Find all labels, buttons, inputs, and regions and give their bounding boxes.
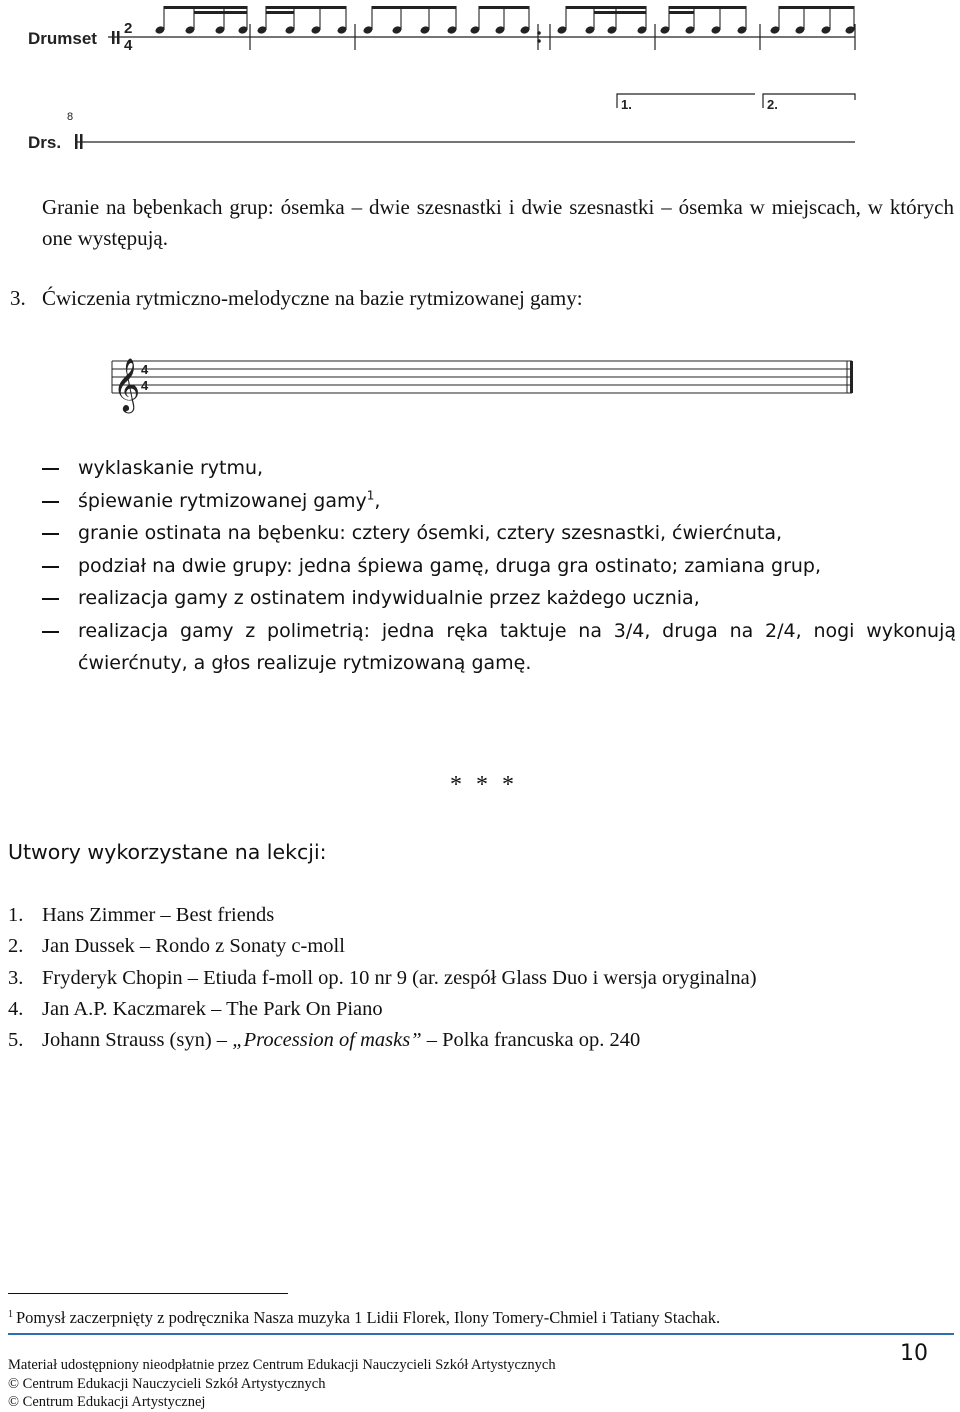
- footer-line: © Centrum Edukacji Artystycznej: [8, 1394, 206, 1410]
- scale-time-top: 4: [141, 362, 149, 377]
- footer-line: Materiał udostępniony nieodpłatnie przez Centrum Edukacji Nauczycieli Szkół Artystycznych: [8, 1357, 556, 1373]
- page-number: 10: [900, 1341, 928, 1366]
- drumset-time-bottom: 4: [124, 37, 133, 54]
- scale-time-bottom: 4: [141, 378, 149, 393]
- drumset-notes: [155, 6, 856, 50]
- dash-bullet: [42, 566, 59, 568]
- separator-stars: * * *: [450, 772, 518, 798]
- works-list: [8, 900, 757, 1056]
- list-item: 1. Hans Zimmer – Best friends: [8, 904, 275, 926]
- beam: [266, 11, 294, 14]
- beam: [164, 6, 247, 9]
- footnote-ref: 1: [366, 488, 375, 503]
- beam: [669, 11, 694, 14]
- list-item: realizacja gamy z polimetrią: jedna ręka taktuje na 3/4, druga na 2/4, nogi wykonują ćwierćnuty, a głos realizuje rytmizowaną gamę.: [42, 615, 956, 680]
- scale-staff: [0, 338, 960, 414]
- drs-label: Drs.: [28, 133, 62, 152]
- section-number: 3.: [10, 286, 26, 310]
- drumset-staff: [0, 0, 960, 62]
- footer-rule: [8, 1333, 954, 1335]
- footer-line: © Centrum Edukacji Nauczycieli Szkół Artystycznych: [8, 1375, 326, 1392]
- beam: [479, 6, 529, 9]
- drs-volta-second: 2.: [767, 97, 778, 112]
- footnote: $^1$ Pomysł zaczerpnięty z podręcznika Nasza muzyka 1 Lidii Florek, Ilony Tomery-Chmiel i Tatiany Stachak.: [8, 1308, 721, 1327]
- beam: [266, 6, 346, 9]
- list-item: podział na dwie grupy: jedna śpiewa gamę, druga gra ostinato; zamiana grup,: [42, 550, 956, 583]
- dash-bullet: [42, 631, 59, 633]
- section-title: Ćwiczenia rytmiczno-melodyczne na bazie rytmizowanej gamy:: [42, 286, 583, 310]
- list-item: 2. Jan Dussek – Rondo z Sonaty c-moll: [8, 935, 345, 958]
- footnote-divider: [8, 1293, 288, 1294]
- footer: [8, 1356, 556, 1412]
- section-heading: [10, 286, 583, 311]
- works-heading: Utwory wykorzystane na lekcji:: [8, 840, 327, 864]
- beam: [779, 6, 854, 9]
- paragraph: Granie na bębenkach grup: ósemka – dwie szesnastki i dwie szesnastki – ósemka w miejscach, w których one występują.: [42, 195, 954, 250]
- activities-list: [42, 452, 956, 680]
- beam: [566, 6, 646, 9]
- dash-bullet: [42, 598, 59, 600]
- list-item: wyklaskanie rytmu,: [42, 452, 956, 485]
- drs-clef-octave: 8: [67, 111, 74, 123]
- beam: [372, 6, 456, 9]
- treble-clef-icon: 𝄞: [113, 358, 141, 410]
- beam: [669, 6, 746, 9]
- list-item: realizacja gamy z ostinatem indywidualnie przez każdego ucznia,: [42, 582, 956, 615]
- drs-staff: [0, 88, 960, 160]
- drs-volta-first: 1.: [621, 97, 632, 112]
- list-item: śpiewanie rytmizowanej gamy$^1$,: [42, 485, 956, 518]
- list-item: 4. Jan A.P. Kaczmarek – The Park On Piano: [8, 997, 383, 1020]
- drumset-label: Drumset: [28, 29, 97, 48]
- list-item: 5. Johann Strauss (syn) – „Procession of masks” – Polka francuska op. 240: [8, 1029, 641, 1052]
- list-item: 3. Fryderyk Chopin – Etiuda f-moll op. 10 nr 9 (ar. zespół Glass Duo i wersja oryginalna): [8, 966, 757, 989]
- beam: [194, 11, 247, 14]
- dash-bullet: [42, 501, 59, 503]
- list-item: granie ostinata na bębenku: cztery ósemki, cztery szesnastki, ćwierćnuta,: [42, 517, 956, 550]
- drumset-time-top: 2: [124, 20, 133, 37]
- dash-bullet: [42, 533, 59, 535]
- dash-bullet: [42, 468, 59, 470]
- beam: [594, 11, 646, 14]
